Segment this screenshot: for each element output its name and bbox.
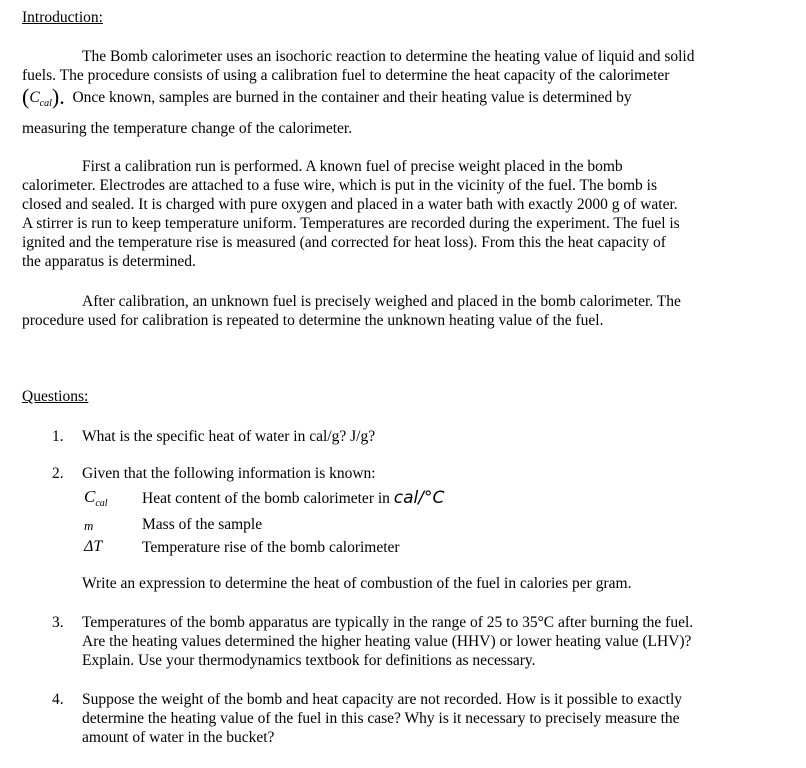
- question-4-line-2: determine the heating value of the fuel in this case? Why is it necessary to precisely measure the: [82, 710, 680, 727]
- intro-p2-line-5: ignited and the temperature rise is measured (and corrected for heat loss). From this the heat capacity of: [22, 234, 666, 251]
- def-symbol-delta-t: ΔT: [84, 538, 103, 555]
- question-2-lead: Given that the following information is known:: [82, 465, 376, 482]
- question-3-line-1: Temperatures of the bomb apparatus are typically in the range of 25 to 35°C after burning the fuel.: [82, 614, 694, 631]
- introduction-heading: Introduction:: [22, 9, 103, 26]
- intro-p2-line-2: calorimeter. Electrodes are attached to a fuse wire, which is put in the vicinity of the fuel. The bomb is: [22, 177, 658, 194]
- intro-p2-line-3: closed and sealed. It is charged with pure oxygen and placed in a water bath with exactly 2000 g of water.: [22, 196, 678, 213]
- intro-p3-line-2: procedure used for calibration is repeated to determine the unknown heating value of the fuel.: [22, 312, 604, 329]
- question-4-line-3: amount of water in the bucket?: [82, 729, 275, 746]
- question-3-text: [82, 613, 762, 670]
- intro-p1-line-4: measuring the temperature change of the calorimeter.: [22, 120, 353, 137]
- def-text-delta-t: Temperature rise of the bomb calorimeter: [142, 539, 400, 556]
- question-3-line-3: Explain. Use your thermodynamics textbook for definitions as necessary.: [82, 652, 536, 669]
- question-1-text: What is the specific heat of water in cal/g? J/g?: [82, 428, 376, 445]
- def-symbol-ccal: $C_{cal}$: [84, 487, 108, 509]
- def-symbol-m: m: [84, 518, 94, 533]
- intro-p3-line-1: After calibration, an unknown fuel is precisely weighed and placed in the bomb calorimeter. The: [82, 293, 681, 310]
- intro-p1-line-1: The Bomb calorimeter uses an isochoric reaction to determine the heating value of liquid and solid: [82, 48, 695, 65]
- question-2-number: 2.: [52, 465, 64, 482]
- question-2-task: Write an expression to determine the heat of combustion of the fuel in calories per gram.: [82, 575, 632, 592]
- intro-paragraph-1: [22, 47, 758, 138]
- intro-p1-line-2: fuels. The procedure consists of using a calibration fuel to determine the heat capacity of the calorimeter: [22, 67, 670, 84]
- intro-p1-line-3: $(C_{cal})$. Once known, samples are burned in the container and their heating value is determined by: [22, 84, 632, 109]
- intro-p2-line-6: the apparatus is determined.: [22, 253, 196, 270]
- ccal-symbol: $(C_{cal})$.: [22, 84, 65, 109]
- intro-p2-line-4: A stirrer is run to keep temperature uniform. Temperatures are recorded during the experiment. The fuel is: [22, 215, 680, 232]
- question-3-line-2: Are the heating values determined the higher heating value (HHV) or lower heating value (LHV)?: [82, 633, 692, 650]
- def-text-m: Mass of the sample: [142, 516, 263, 533]
- question-3-number: 3.: [52, 614, 64, 631]
- def-text-ccal: Heat content of the bomb calorimeter in cal/°C: [142, 488, 445, 508]
- question-4-text: [82, 690, 762, 747]
- intro-paragraph-2: [22, 157, 758, 271]
- questions-heading: Questions:: [22, 388, 89, 405]
- intro-paragraph-3: [22, 292, 758, 330]
- question-4-line-1: Suppose the weight of the bomb and heat capacity are not recorded. How is it possible to exactly: [82, 691, 683, 708]
- intro-p2-line-1: First a calibration run is performed. A known fuel of precise weight placed in the bomb: [82, 158, 623, 175]
- question-1-number: 1.: [52, 428, 64, 445]
- question-4-number: 4.: [52, 691, 64, 708]
